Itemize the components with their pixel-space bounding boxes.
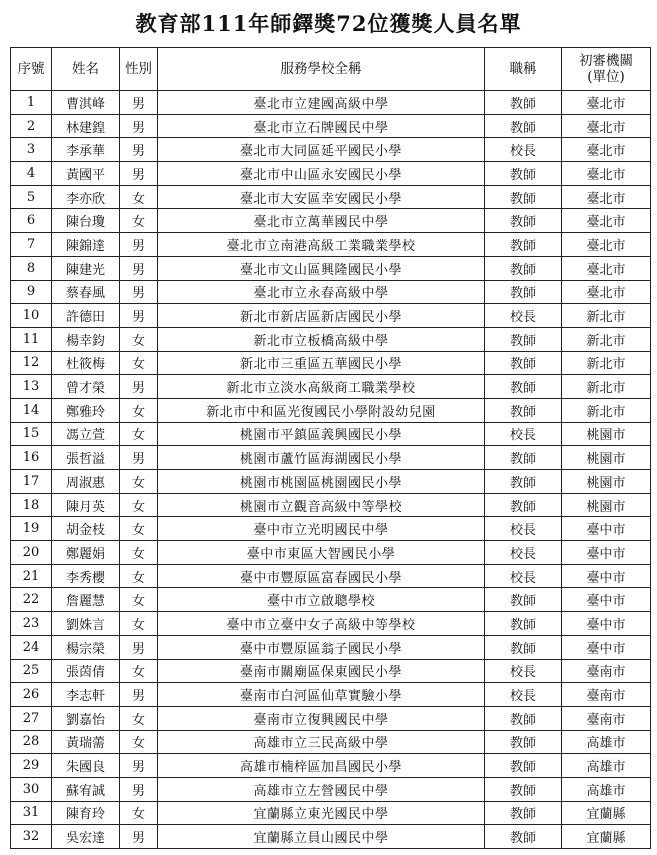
cell-name: 陳育玲: [52, 801, 120, 825]
cell-school: 宜蘭縣立員山國民中學: [158, 825, 485, 849]
cell-school: 桃園市平鎮區義興國民小學: [158, 422, 485, 446]
cell-position: 教師: [485, 209, 562, 233]
cell-school: 新北市立板橋高級中學: [158, 327, 485, 351]
cell-position: 教師: [485, 825, 562, 849]
cell-seq: 11: [11, 327, 52, 351]
cell-gender: 女: [120, 398, 158, 422]
cell-gender: 女: [120, 470, 158, 494]
cell-seq: 22: [11, 588, 52, 612]
cell-agency: 臺南市: [562, 659, 651, 683]
table-row: [11, 683, 651, 707]
cell-name: 楊宗榮: [52, 635, 120, 659]
cell-position: 教師: [485, 446, 562, 470]
cell-seq: 25: [11, 659, 52, 683]
cell-school: 臺北市立萬華國民中學: [158, 209, 485, 233]
cell-gender: 男: [120, 256, 158, 280]
cell-gender: 女: [120, 588, 158, 612]
table-row: [11, 754, 651, 778]
table-body: [11, 91, 651, 849]
cell-seq: 28: [11, 730, 52, 754]
cell-seq: 27: [11, 706, 52, 730]
cell-position: 校長: [485, 564, 562, 588]
cell-seq: 14: [11, 398, 52, 422]
cell-agency: 新北市: [562, 327, 651, 351]
cell-seq: 12: [11, 351, 52, 375]
cell-seq: 16: [11, 446, 52, 470]
cell-gender: 女: [120, 612, 158, 636]
cell-name: 李承華: [52, 138, 120, 162]
cell-agency: 臺北市: [562, 185, 651, 209]
cell-gender: 男: [120, 162, 158, 186]
table-row: [11, 801, 651, 825]
cell-school: 臺中市豐原區翁子國民小學: [158, 635, 485, 659]
table-row: [11, 375, 651, 399]
table-row: [11, 493, 651, 517]
cell-seq: 20: [11, 541, 52, 565]
cell-school: 臺北市立建國高級中學: [158, 91, 485, 115]
cell-position: 教師: [485, 493, 562, 517]
cell-school: 宜蘭縣立東光國民中學: [158, 801, 485, 825]
table-row: [11, 304, 651, 328]
cell-gender: 女: [120, 351, 158, 375]
table-row: [11, 256, 651, 280]
cell-gender: 男: [120, 138, 158, 162]
cell-position: 教師: [485, 280, 562, 304]
cell-seq: 17: [11, 470, 52, 494]
table-header: [11, 48, 651, 91]
table-row: [11, 730, 651, 754]
cell-position: 教師: [485, 327, 562, 351]
table-row: [11, 209, 651, 233]
table-row: [11, 446, 651, 470]
cell-seq: 5: [11, 185, 52, 209]
cell-gender: 女: [120, 801, 158, 825]
cell-agency: 高雄市: [562, 754, 651, 778]
cell-position: 校長: [485, 138, 562, 162]
table-row: [11, 185, 651, 209]
cell-school: 高雄市楠梓區加昌國民小學: [158, 754, 485, 778]
table-row: [11, 351, 651, 375]
cell-agency: 臺中市: [562, 635, 651, 659]
cell-seq: 30: [11, 777, 52, 801]
cell-position: 教師: [485, 162, 562, 186]
cell-agency: 新北市: [562, 304, 651, 328]
table-row: [11, 162, 651, 186]
header-agency-line2: (單位): [587, 69, 625, 85]
cell-school: 新北市立淡水高級商工職業學校: [158, 375, 485, 399]
cell-position: 校長: [485, 304, 562, 328]
cell-position: 教師: [485, 706, 562, 730]
cell-gender: 女: [120, 493, 158, 517]
cell-school: 桃園市桃園區桃園國民小學: [158, 470, 485, 494]
header-agency: [562, 48, 651, 91]
cell-name: 李秀櫻: [52, 564, 120, 588]
cell-gender: 男: [120, 683, 158, 707]
cell-seq: 9: [11, 280, 52, 304]
cell-position: 校長: [485, 659, 562, 683]
cell-agency: 臺南市: [562, 683, 651, 707]
header-agency-line1: 初審機關: [579, 53, 633, 69]
cell-name: 陳台瓊: [52, 209, 120, 233]
cell-seq: 24: [11, 635, 52, 659]
cell-gender: 女: [120, 209, 158, 233]
cell-agency: 臺中市: [562, 564, 651, 588]
cell-name: 鄭雅玲: [52, 398, 120, 422]
cell-seq: 10: [11, 304, 52, 328]
cell-position: 教師: [485, 470, 562, 494]
table-row: [11, 327, 651, 351]
cell-name: 曹淇峰: [52, 91, 120, 115]
cell-agency: 新北市: [562, 351, 651, 375]
cell-position: 教師: [485, 754, 562, 778]
cell-school: 臺北市立石牌國民中學: [158, 114, 485, 138]
cell-gender: 女: [120, 659, 158, 683]
cell-school: 新北市新店區新店國民小學: [158, 304, 485, 328]
cell-seq: 3: [11, 138, 52, 162]
table-row: [11, 470, 651, 494]
cell-name: 朱國良: [52, 754, 120, 778]
cell-agency: 臺北市: [562, 209, 651, 233]
table-row: [11, 541, 651, 565]
cell-agency: 臺北市: [562, 114, 651, 138]
cell-gender: 男: [120, 91, 158, 115]
table-row: [11, 659, 651, 683]
cell-agency: 臺中市: [562, 541, 651, 565]
table-row: [11, 564, 651, 588]
cell-seq: 29: [11, 754, 52, 778]
cell-agency: 臺北市: [562, 138, 651, 162]
cell-gender: 男: [120, 114, 158, 138]
cell-agency: 桃園市: [562, 422, 651, 446]
document-title: 教育部111年師鐸獎72位獲獎人員名單: [135, 11, 522, 36]
header-name: 姓名: [52, 48, 120, 91]
cell-name: 鄭麗娟: [52, 541, 120, 565]
cell-name: 馮立萱: [52, 422, 120, 446]
cell-seq: 7: [11, 233, 52, 257]
cell-school: 臺南市白河區仙草實驗小學: [158, 683, 485, 707]
cell-school: 桃園市立觀音高級中等學校: [158, 493, 485, 517]
cell-seq: 32: [11, 825, 52, 849]
table-row: [11, 138, 651, 162]
cell-gender: 女: [120, 706, 158, 730]
cell-position: 教師: [485, 730, 562, 754]
table-row: [11, 280, 651, 304]
cell-seq: 15: [11, 422, 52, 446]
cell-position: 教師: [485, 398, 562, 422]
cell-name: 詹麗慧: [52, 588, 120, 612]
cell-school: 新北市中和區光復國民小學附設幼兒園: [158, 398, 485, 422]
cell-gender: 女: [120, 564, 158, 588]
cell-school: 臺北市立永春高級中學: [158, 280, 485, 304]
cell-school: 桃園市蘆竹區海湖國民小學: [158, 446, 485, 470]
header-school: 服務學校全稱: [158, 48, 485, 91]
cell-agency: 臺北市: [562, 91, 651, 115]
cell-school: 新北市三重區五華國民小學: [158, 351, 485, 375]
cell-seq: 21: [11, 564, 52, 588]
cell-name: 黃瑞薷: [52, 730, 120, 754]
cell-agency: 高雄市: [562, 730, 651, 754]
cell-name: 李志軒: [52, 683, 120, 707]
cell-agency: 臺南市: [562, 706, 651, 730]
cell-agency: 宜蘭縣: [562, 801, 651, 825]
table-row: [11, 588, 651, 612]
table-row: [11, 777, 651, 801]
cell-name: 林建鍠: [52, 114, 120, 138]
cell-seq: 2: [11, 114, 52, 138]
table-row: [11, 825, 651, 849]
cell-gender: 男: [120, 280, 158, 304]
cell-agency: 臺中市: [562, 612, 651, 636]
cell-seq: 31: [11, 801, 52, 825]
cell-position: 教師: [485, 777, 562, 801]
cell-name: 陳錦達: [52, 233, 120, 257]
cell-agency: 桃園市: [562, 470, 651, 494]
cell-position: 教師: [485, 588, 562, 612]
cell-gender: 男: [120, 446, 158, 470]
cell-school: 臺北市文山區興隆國民小學: [158, 256, 485, 280]
cell-position: 教師: [485, 801, 562, 825]
cell-position: 教師: [485, 91, 562, 115]
table-row: [11, 706, 651, 730]
cell-position: 教師: [485, 351, 562, 375]
cell-name: 胡金枝: [52, 517, 120, 541]
cell-position: 校長: [485, 517, 562, 541]
cell-agency: 桃園市: [562, 493, 651, 517]
cell-name: 周淑惠: [52, 470, 120, 494]
cell-agency: 新北市: [562, 375, 651, 399]
cell-school: 臺中市東區大智國民小學: [158, 541, 485, 565]
table-row: [11, 422, 651, 446]
cell-gender: 女: [120, 517, 158, 541]
cell-name: 楊幸鈞: [52, 327, 120, 351]
cell-name: 黃國平: [52, 162, 120, 186]
cell-gender: 男: [120, 754, 158, 778]
cell-name: 蔡春風: [52, 280, 120, 304]
header-position: 職稱: [485, 48, 562, 91]
cell-name: 陳建光: [52, 256, 120, 280]
cell-gender: 男: [120, 304, 158, 328]
cell-name: 張哲溢: [52, 446, 120, 470]
table-row: [11, 233, 651, 257]
cell-name: 杜筱梅: [52, 351, 120, 375]
cell-school: 臺北市大安區幸安國民小學: [158, 185, 485, 209]
table-row: [11, 114, 651, 138]
cell-agency: 新北市: [562, 398, 651, 422]
cell-seq: 18: [11, 493, 52, 517]
cell-gender: 女: [120, 730, 158, 754]
cell-name: 許德田: [52, 304, 120, 328]
cell-name: 劉姝言: [52, 612, 120, 636]
cell-position: 校長: [485, 541, 562, 565]
cell-agency: 高雄市: [562, 777, 651, 801]
header-row: [11, 48, 651, 91]
cell-school: 臺北市中山區永安國民小學: [158, 162, 485, 186]
cell-name: 李亦欣: [52, 185, 120, 209]
cell-position: 教師: [485, 114, 562, 138]
header-seq: 序號: [11, 48, 52, 91]
cell-name: 吳宏達: [52, 825, 120, 849]
cell-position: 校長: [485, 683, 562, 707]
table-row: [11, 635, 651, 659]
cell-seq: 1: [11, 91, 52, 115]
cell-position: 教師: [485, 375, 562, 399]
cell-gender: 女: [120, 327, 158, 351]
cell-school: 高雄市立左營國民中學: [158, 777, 485, 801]
cell-school: 臺中市立光明國民中學: [158, 517, 485, 541]
cell-agency: 臺北市: [562, 280, 651, 304]
cell-seq: 4: [11, 162, 52, 186]
cell-school: 臺北市立南港高級工業職業學校: [158, 233, 485, 257]
cell-gender: 男: [120, 375, 158, 399]
cell-agency: 臺北市: [562, 233, 651, 257]
cell-school: 臺北市大同區延平國民小學: [158, 138, 485, 162]
table-row: [11, 91, 651, 115]
cell-name: 蘇宥誠: [52, 777, 120, 801]
cell-position: 教師: [485, 612, 562, 636]
cell-school: 臺中市豐原區富春國民小學: [158, 564, 485, 588]
cell-agency: 臺北市: [562, 162, 651, 186]
cell-agency: 臺中市: [562, 517, 651, 541]
cell-seq: 8: [11, 256, 52, 280]
cell-position: 教師: [485, 256, 562, 280]
cell-school: 高雄市立三民高級中學: [158, 730, 485, 754]
cell-school: 臺中市立啟聰學校: [158, 588, 485, 612]
cell-gender: 男: [120, 777, 158, 801]
table-row: [11, 398, 651, 422]
cell-seq: 23: [11, 612, 52, 636]
cell-gender: 男: [120, 635, 158, 659]
cell-position: 校長: [485, 422, 562, 446]
cell-name: 張茵倩: [52, 659, 120, 683]
cell-position: 教師: [485, 635, 562, 659]
cell-seq: 13: [11, 375, 52, 399]
cell-gender: 女: [120, 541, 158, 565]
cell-position: 教師: [485, 233, 562, 257]
cell-gender: 女: [120, 185, 158, 209]
cell-name: 曾才榮: [52, 375, 120, 399]
cell-agency: 臺中市: [562, 588, 651, 612]
cell-school: 臺中市立臺中女子高級中等學校: [158, 612, 485, 636]
header-gender: 性別: [120, 48, 158, 91]
cell-seq: 6: [11, 209, 52, 233]
cell-school: 臺南市關廟區保東國民小學: [158, 659, 485, 683]
award-roster-table: [10, 47, 651, 849]
cell-agency: 宜蘭縣: [562, 825, 651, 849]
cell-name: 陳月英: [52, 493, 120, 517]
cell-agency: 臺北市: [562, 256, 651, 280]
cell-seq: 26: [11, 683, 52, 707]
table-row: [11, 612, 651, 636]
cell-gender: 女: [120, 422, 158, 446]
cell-seq: 19: [11, 517, 52, 541]
cell-gender: 男: [120, 825, 158, 849]
cell-gender: 男: [120, 233, 158, 257]
cell-agency: 桃園市: [562, 446, 651, 470]
cell-school: 臺南市立復興國民中學: [158, 706, 485, 730]
cell-name: 劉嘉怡: [52, 706, 120, 730]
table-row: [11, 517, 651, 541]
cell-position: 教師: [485, 185, 562, 209]
